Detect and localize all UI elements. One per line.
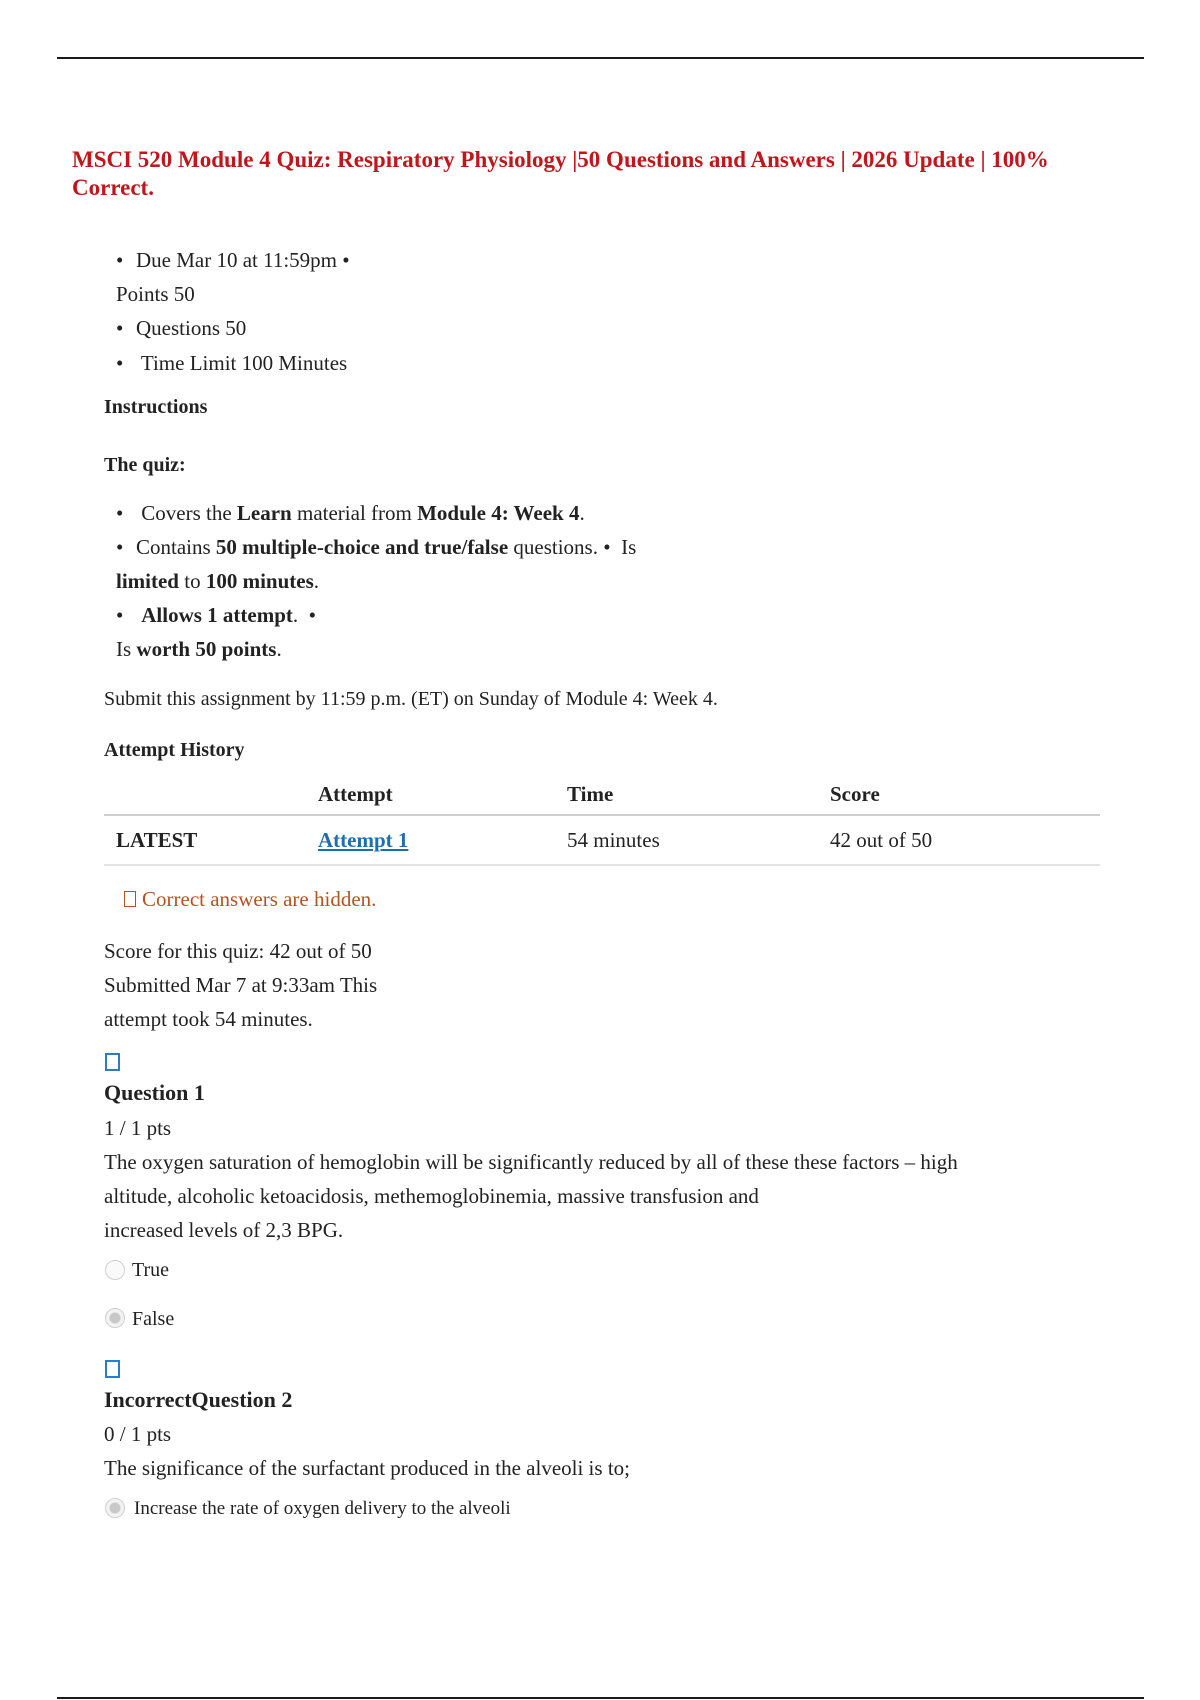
worth-item: Is worth 50 points.	[116, 637, 282, 661]
time-limit-item: • Time Limit 100 Minutes	[116, 351, 348, 375]
due-item: • Due Mar 10 at 11:59pm •	[116, 248, 350, 272]
table-header-row	[104, 776, 1100, 816]
questions-item: • Questions 50	[116, 316, 247, 340]
attempt-history-heading: Attempt History	[104, 739, 245, 761]
answer-label-false: False	[132, 1308, 175, 1330]
column-header-attempt: Attempt	[318, 782, 393, 806]
document-title: MSCI 520 Module 4 Quiz: Respiratory Physiology |50 Questions and Answers | 2026 Update | 100% Correct.	[72, 147, 1049, 200]
flag-question-icon[interactable]	[105, 1360, 120, 1378]
answer-radio-false[interactable]	[105, 1308, 125, 1328]
attempt-1-link[interactable]: Attempt 1	[318, 828, 409, 852]
answer-radio-true[interactable]	[105, 1260, 125, 1280]
submit-instruction: Submit this assignment by 11:59 p.m. (ET) on Sunday of Module 4: Week 4.	[104, 688, 718, 710]
latest-label: LATEST	[116, 828, 198, 852]
instructions-heading: Instructions	[104, 396, 208, 418]
question-1-text-line: The oxygen saturation of hemoglobin will be significantly reduced by all of these these factors – high	[104, 1150, 958, 1174]
column-header-time: Time	[567, 782, 614, 806]
question-1-points: 1 / 1 pts	[104, 1116, 172, 1140]
covers-item: • Covers the Learn material from Module 4: Week 4.	[116, 501, 585, 525]
attempt-score: 42 out of 50	[830, 828, 933, 852]
answer-radio-option-1[interactable]	[105, 1498, 125, 1518]
answer-label-option-1: Increase the rate of oxygen delivery to the alveoli	[134, 1498, 511, 1519]
correct-answers-hidden-notice: Correct answers are hidden.	[124, 887, 376, 912]
question-2-title: IncorrectQuestion 2	[104, 1387, 293, 1412]
quiz-label: The quiz:	[104, 454, 186, 476]
answer-label-true: True	[132, 1259, 170, 1281]
question-2-text-line: The significance of the surfactant produced in the alveoli is to;	[104, 1456, 630, 1480]
info-icon	[124, 891, 136, 907]
question-1-title: Question 1	[104, 1080, 205, 1105]
bottom-rule	[57, 1697, 1144, 1699]
limited-item: limited to 100 minutes.	[116, 569, 320, 593]
column-header-score: Score	[830, 782, 880, 806]
flag-question-icon[interactable]	[105, 1053, 120, 1071]
top-rule	[57, 57, 1144, 59]
question-1-text-line: altitude, alcoholic ketoacidosis, methemoglobinemia, massive transfusion and	[104, 1184, 759, 1208]
submitted-time: Submitted Mar 7 at 9:33am This	[104, 973, 378, 997]
question-1-text-line: increased levels of 2,3 BPG.	[104, 1218, 344, 1242]
table-row	[104, 816, 1100, 866]
allows-item: • Allows 1 attempt. •	[116, 603, 317, 627]
quiz-score: Score for this quiz: 42 out of 50	[104, 939, 372, 963]
attempt-time: 54 minutes	[567, 828, 660, 852]
question-2-points: 0 / 1 pts	[104, 1422, 172, 1446]
points-item: Points 50	[116, 282, 195, 306]
attempt-history-table	[104, 776, 1100, 866]
attempt-duration: attempt took 54 minutes.	[104, 1007, 313, 1031]
contains-item: • Contains 50 multiple-choice and true/false questions. • Is	[116, 535, 637, 559]
